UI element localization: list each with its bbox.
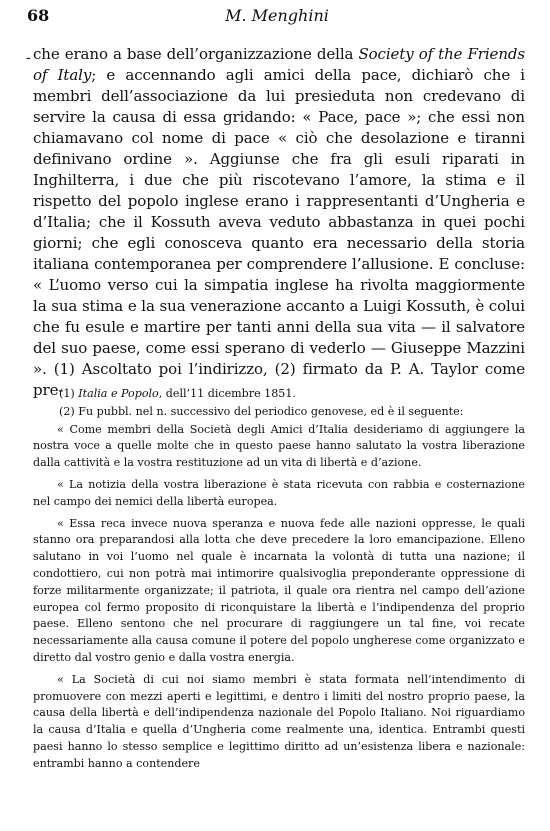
footnote-1 bbox=[33, 386, 525, 403]
main-text bbox=[33, 44, 525, 401]
footnote-quote-1: « Come membri della Società degli Amici d’Italia desideriamo di aggiungere la nostra voce a quelle molte che in questo paese hanno salutato la vostra liberazione dalla cattività e la vostra restituzione ad un vita di libertà e d’azione. bbox=[33, 422, 525, 470]
page-number: 68 bbox=[27, 6, 50, 25]
footnote-quote-2: « La notizia della vostra liberazione è stata ricevuta con rabbia e costernazione nel campo dei nemici della libertà europea. bbox=[33, 477, 525, 508]
footnote-1-text: , dell’11 dicembre 1851. bbox=[158, 387, 296, 400]
footnote-quote-3: « Essa reca invece nuova speranza e nuova fede alle nazioni oppresse, le quali stanno ora preparandosi alla lotta che deve precedere la loro emancipazione. Elleno salutano in voi l’uomo nel quale è incarnata la volontà di tutta una nazione; il condottiero, cui non potrà mai intimorire qualsivoglia preponderante oppressione di forze militarmente organizzate; il patriota, il quale ora rientra nel campo dell’azione europea col fermo proposito di riconquistare la libertà e l’indipendenza del proprio paese. Elleno sentono che nel procurare di raggiungere un tal fine, voi recate necessariamente alla causa comune il potere del popolo ungherese come organizzato e diretto dal vostro genio e dalla vostra energia. bbox=[33, 516, 525, 664]
running-title: M. Menghini bbox=[225, 6, 329, 25]
footnote-2-intro: (2) Fu pubbl. nel n. successivo del periodico genovese, ed è il seguente: bbox=[59, 404, 464, 418]
footnote-1-marker: (1) bbox=[59, 387, 79, 400]
society-name: Society of the Friends of Italy bbox=[33, 45, 525, 84]
footnotes bbox=[33, 386, 525, 773]
footnote-quote-4: « La Società di cui noi siamo membri è stata formata nell’intendimento di promuovere con mezzi aperti e legittimi, e dentro i limiti del nostro proprio paese, la causa della libertà e dell’indipendenza nazionale del Popolo Italiano. Noi riguardiamo la causa d’Italia e quella d’Ungheria come realmente una, identica. Entrambi questi paesi hanno lo stesso semplice e legittimo diritto ad un’esistenza libera e nazionale: entrambi hanno a contendere bbox=[33, 672, 525, 770]
margin-mark: - bbox=[26, 50, 31, 66]
footnote-1-source: Italia e Popolo bbox=[78, 387, 159, 400]
page-header bbox=[27, 6, 527, 28]
main-paragraph: che erano a base dell’organizzazione della Society of the Friends of Italy; e accennando agli amici della pace, dichiarò che i membri dell’associazione da lui presieduta non credevano di servire la causa di essa gridando: « Pace, pace »; che essi non chiamavano col nome di pace « ciò che desolazione e tiranni definivano ordine ». Aggiunse che fra gli esuli riparati in Inghilterra, i due che più riscotevano l’amore, la stima e il rispetto del popolo inglese erano i rappresentanti d’Ungheria e d’Italia; che il Kossuth aveva veduto abbastanza in quei pochi giorni; che egli conosceva quanto era necessario della storia italiana contemporanea per comprendere l’allusione. E concluse: « L’uomo verso cui la simpatia inglese ha rivolta maggiormente la sua stima e la sua venerazione accanto a Luigi Kossuth, è colui che fu esule e martire per tanti anni della sua vita — il salvatore del suo paese, come essi sperano di vederlo — Giuseppe Mazzini ». (1) Ascoltato poi l’indirizzo, (2) firmato da P. A. Taylor come pre- bbox=[33, 45, 526, 399]
